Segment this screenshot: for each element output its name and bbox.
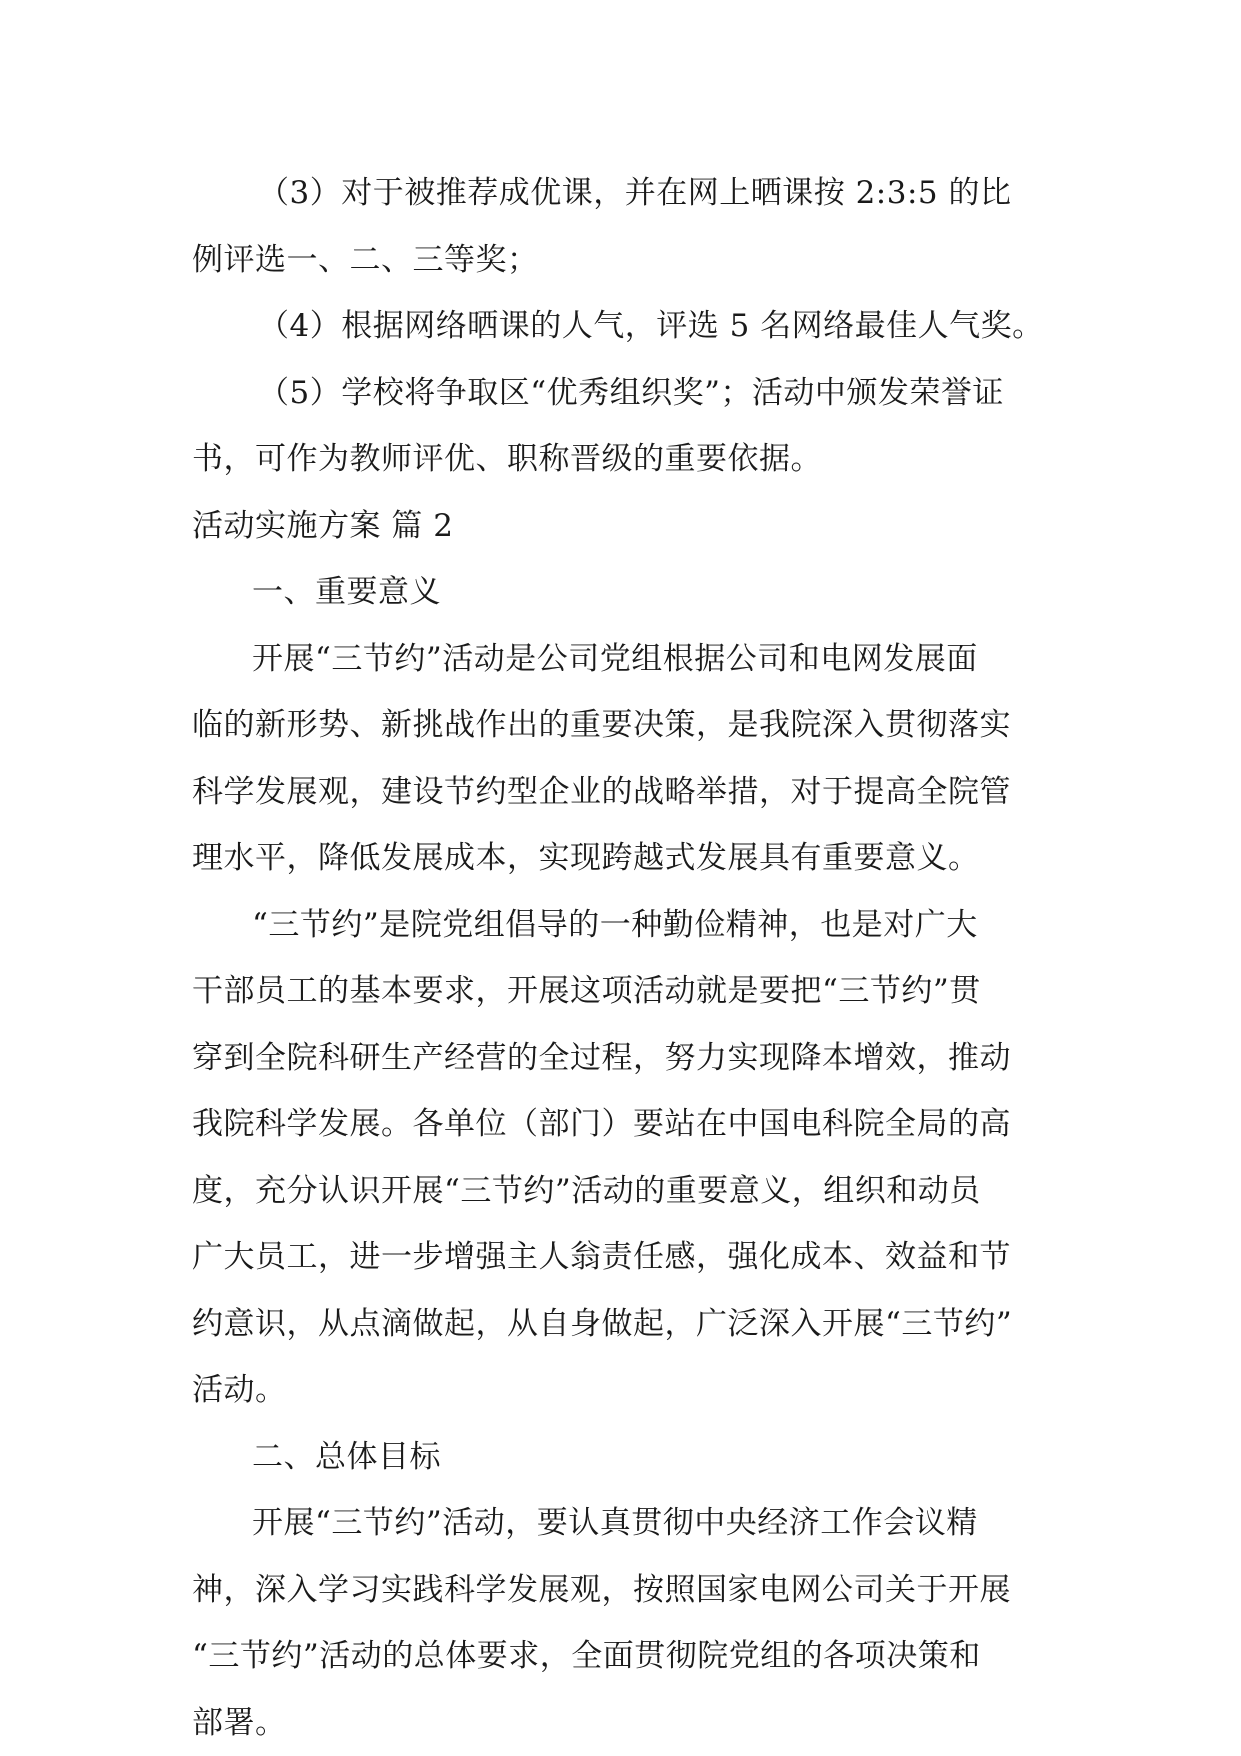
text-line: （5）学校将争取区“优秀组织奖”；活动中颁发荣誉证 [192, 360, 1052, 427]
section-title: 活动实施方案 篇 2 [192, 493, 1052, 560]
text-line: 临的新形势、新挑战作出的重要决策，是我院深入贯彻落实 [192, 692, 1052, 759]
heading-importance: 一、重要意义 [192, 559, 1052, 626]
text-line: 开展“三节约”活动是公司党组根据公司和电网发展面 [192, 626, 1052, 693]
text-line: 穿到全院科研生产经营的全过程，努力实现降本增效，推动 [192, 1025, 1052, 1092]
text-line: “三节约”活动的总体要求，全面贯彻院党组的各项决策和 [192, 1623, 1052, 1690]
text-line: 书，可作为教师评优、职称晋级的重要依据。 [192, 426, 1052, 493]
heading-overall-goal: 二、总体目标 [192, 1424, 1052, 1491]
text-line: 我院科学发展。各单位（部门）要站在中国电科院全局的高 [192, 1091, 1052, 1158]
text-line: 科学发展观，建设节约型企业的战略举措，对于提高全院管 [192, 759, 1052, 826]
text-line: （4）根据网络晒课的人气，评选 5 名网络最佳人气奖。 [192, 293, 1052, 360]
text-line: 约意识，从点滴做起，从自身做起，广泛深入开展“三节约” [192, 1291, 1052, 1358]
text-line: “三节约”是院党组倡导的一种勤俭精神，也是对广大 [192, 892, 1052, 959]
text-line: 理水平，降低发展成本，实现跨越式发展具有重要意义。 [192, 825, 1052, 892]
text-line: 干部员工的基本要求，开展这项活动就是要把“三节约”贯 [192, 958, 1052, 1025]
text-line: 广大员工，进一步增强主人翁责任感，强化成本、效益和节 [192, 1224, 1052, 1291]
text-line: 开展“三节约”活动，要认真贯彻中央经济工作会议精 [192, 1490, 1052, 1557]
text-line: （3）对于被推荐成优课，并在网上晒课按 2:3:5 的比 [192, 160, 1052, 227]
text-line: 度，充分认识开展“三节约”活动的重要意义，组织和动员 [192, 1158, 1052, 1225]
text-line: 例评选一、二、三等奖； [192, 227, 1052, 294]
document-body [192, 160, 1052, 1756]
text-line: 部署。 [192, 1690, 1052, 1756]
text-line: 神，深入学习实践科学发展观，按照国家电网公司关于开展 [192, 1557, 1052, 1624]
text-line: 活动。 [192, 1357, 1052, 1424]
